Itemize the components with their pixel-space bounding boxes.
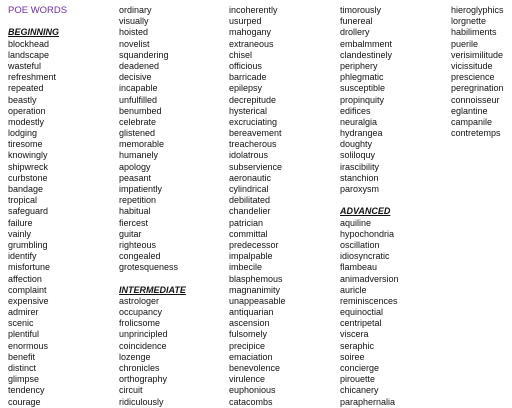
word: decisive	[119, 72, 152, 83]
word: idolatrous	[229, 150, 269, 161]
word: flambeau	[340, 262, 378, 273]
word: complaint	[8, 284, 47, 295]
word: failure	[8, 217, 33, 228]
word: squandering	[119, 49, 169, 60]
word: unappeasable	[229, 295, 286, 306]
word: extraneous	[229, 38, 274, 49]
section-heading-intermediate: INTERMEDIATE	[119, 284, 186, 295]
word: congealed	[119, 251, 161, 262]
word: officious	[229, 60, 262, 71]
word: susceptible	[340, 83, 386, 94]
word: affection	[8, 273, 42, 284]
word: virulence	[229, 374, 266, 385]
word: peasant	[119, 172, 152, 183]
word: benumbed	[119, 105, 162, 116]
word: epilepsy	[229, 83, 263, 94]
word: distinct	[8, 363, 37, 374]
word: phlegmatic	[340, 72, 384, 83]
word: idiosyncratic	[340, 251, 390, 262]
word: habiliments	[451, 27, 497, 38]
page-title: POE WORDS	[8, 5, 68, 16]
word: antiquarian	[229, 307, 274, 318]
word: imbecile	[229, 262, 263, 273]
word: repetition	[119, 195, 157, 206]
word: grotesqueness	[119, 262, 179, 273]
word: debilitated	[229, 195, 271, 206]
word: hieroglyphics	[451, 5, 504, 15]
word: celebrate	[119, 116, 157, 127]
word: barricade	[229, 72, 267, 83]
word: benefit	[8, 351, 36, 362]
word: righteous	[119, 239, 157, 250]
word: verisimilitude	[451, 49, 504, 60]
word: emaciation	[229, 351, 273, 362]
word: pirouette	[340, 374, 376, 385]
word: frolicsome	[119, 318, 161, 329]
word: beastly	[8, 94, 37, 105]
word: propinquity	[340, 94, 385, 105]
word: tendency	[8, 385, 45, 396]
word: scenic	[8, 318, 34, 329]
word: paraphernalia	[340, 396, 396, 407]
word: landscape	[8, 49, 50, 60]
word: unprincipled	[119, 329, 168, 340]
word: treacherous	[229, 139, 277, 150]
word: neuralgia	[340, 116, 378, 127]
word: glistened	[119, 128, 156, 139]
word: committal	[229, 228, 268, 239]
word: safeguard	[8, 206, 49, 217]
word: paroxysm	[340, 184, 380, 194]
word: patrician	[229, 217, 264, 228]
word-column-5	[451, 5, 504, 139]
word: shipwreck	[8, 161, 49, 172]
word: ordinary	[119, 5, 152, 15]
word-column-3	[229, 5, 286, 408]
word: catacombs	[229, 396, 273, 407]
word: animadversion	[340, 273, 399, 284]
section-heading-advanced: ADVANCED	[340, 206, 391, 217]
word: novelist	[119, 38, 150, 49]
word: misfortune	[8, 262, 51, 273]
word: funereal	[340, 16, 373, 27]
word: fulsomely	[229, 329, 268, 340]
word: wasteful	[8, 60, 42, 71]
word-column-2	[119, 5, 186, 408]
word: humanely	[119, 150, 159, 161]
word: identify	[8, 251, 37, 262]
word: ascension	[229, 318, 270, 329]
word: centripetal	[340, 318, 382, 329]
word: hoisted	[119, 27, 149, 38]
word: incapable	[119, 83, 158, 94]
spacer	[119, 274, 186, 285]
word: clandestinely	[340, 49, 393, 60]
word: excruciating	[229, 116, 278, 127]
word: lorgnette	[451, 16, 487, 27]
word: equinoctial	[340, 307, 384, 318]
word: guitar	[119, 228, 142, 239]
word: blockhead	[8, 38, 50, 49]
word: edifices	[340, 105, 371, 116]
word: hydrangea	[340, 128, 383, 139]
word: subservience	[229, 161, 283, 172]
word: fiercest	[119, 217, 149, 228]
word: aquiline	[340, 217, 372, 228]
word: impatiently	[119, 184, 163, 194]
word: doughty	[340, 139, 373, 150]
word: glimpse	[8, 374, 40, 385]
word: mahogany	[229, 27, 272, 38]
word: reminiscences	[340, 295, 398, 306]
word: precipice	[229, 340, 266, 351]
word: drollery	[340, 27, 370, 38]
word: timorously	[340, 5, 382, 15]
word: lozenge	[119, 351, 151, 362]
word: vainly	[8, 228, 32, 239]
word: orthography	[119, 374, 168, 385]
word: prescience	[451, 72, 495, 83]
word: grumbling	[8, 239, 48, 250]
word: irascibility	[340, 161, 380, 172]
word: connoisseur	[451, 94, 500, 105]
word: chicanery	[340, 385, 379, 396]
word: benevolence	[229, 363, 281, 373]
word: embalmment	[340, 38, 393, 49]
word: repeated	[8, 83, 44, 94]
section-heading-beginning: BEGINNING	[8, 27, 60, 38]
word: curbstone	[8, 172, 48, 183]
word: hypochondria	[340, 228, 395, 239]
word: apology	[119, 161, 151, 172]
word: euphonious	[229, 385, 276, 396]
word: stanchion	[340, 172, 379, 183]
word: expensive	[8, 295, 49, 306]
word: chisel	[229, 49, 253, 60]
word: usurped	[229, 16, 262, 27]
word: ridiculously	[119, 396, 164, 407]
word-column-4	[340, 5, 399, 408]
word: admirer	[8, 307, 39, 318]
word: visually	[119, 16, 149, 27]
word: decrepitude	[229, 94, 277, 105]
word: incoherently	[229, 5, 278, 15]
word: predecessor	[229, 239, 279, 250]
word: concierge	[340, 363, 380, 373]
word: seraphic	[340, 340, 375, 351]
word: puerile	[451, 38, 479, 49]
word: chandelier	[229, 206, 271, 217]
word: tiresome	[8, 139, 43, 150]
word: deadened	[119, 60, 160, 71]
word: blasphemous	[229, 273, 283, 284]
word: auricle	[340, 284, 367, 295]
word: soiree	[340, 351, 365, 362]
word: peregrination	[451, 83, 504, 94]
word: eglantine	[451, 105, 488, 116]
word: aeronautic	[229, 172, 272, 183]
word: memorable	[119, 139, 165, 150]
word: magnanimity	[229, 284, 281, 295]
word: habitual	[119, 206, 151, 217]
word: knowingly	[8, 150, 48, 161]
word: refreshment	[8, 72, 57, 83]
word: periphery	[340, 60, 378, 71]
word: coincidence	[119, 340, 167, 351]
word: hysterical	[229, 105, 268, 116]
word: viscera	[340, 329, 369, 340]
spacer	[340, 195, 399, 206]
word: operation	[8, 105, 46, 116]
word: bereavement	[229, 128, 282, 139]
word: bandage	[8, 184, 44, 195]
word-column-1	[8, 27, 59, 407]
word: plentiful	[8, 329, 40, 340]
word: enormous	[8, 340, 49, 351]
word: soliloquy	[340, 150, 376, 161]
word: cylindrical	[229, 184, 269, 194]
word: tropical	[8, 195, 38, 206]
word: courage	[8, 396, 41, 407]
word: modestly	[8, 116, 45, 127]
word: impalpable	[229, 251, 273, 262]
word: lodging	[8, 128, 38, 139]
word: circuit	[119, 385, 143, 396]
word: oscillation	[340, 239, 380, 250]
word: unfulfilled	[119, 94, 158, 105]
word: occupancy	[119, 307, 163, 318]
word: chronicles	[119, 363, 160, 373]
word: campanile	[451, 116, 493, 127]
word: vicissitude	[451, 60, 493, 71]
word: contretemps	[451, 128, 501, 139]
word: astrologer	[119, 295, 160, 306]
